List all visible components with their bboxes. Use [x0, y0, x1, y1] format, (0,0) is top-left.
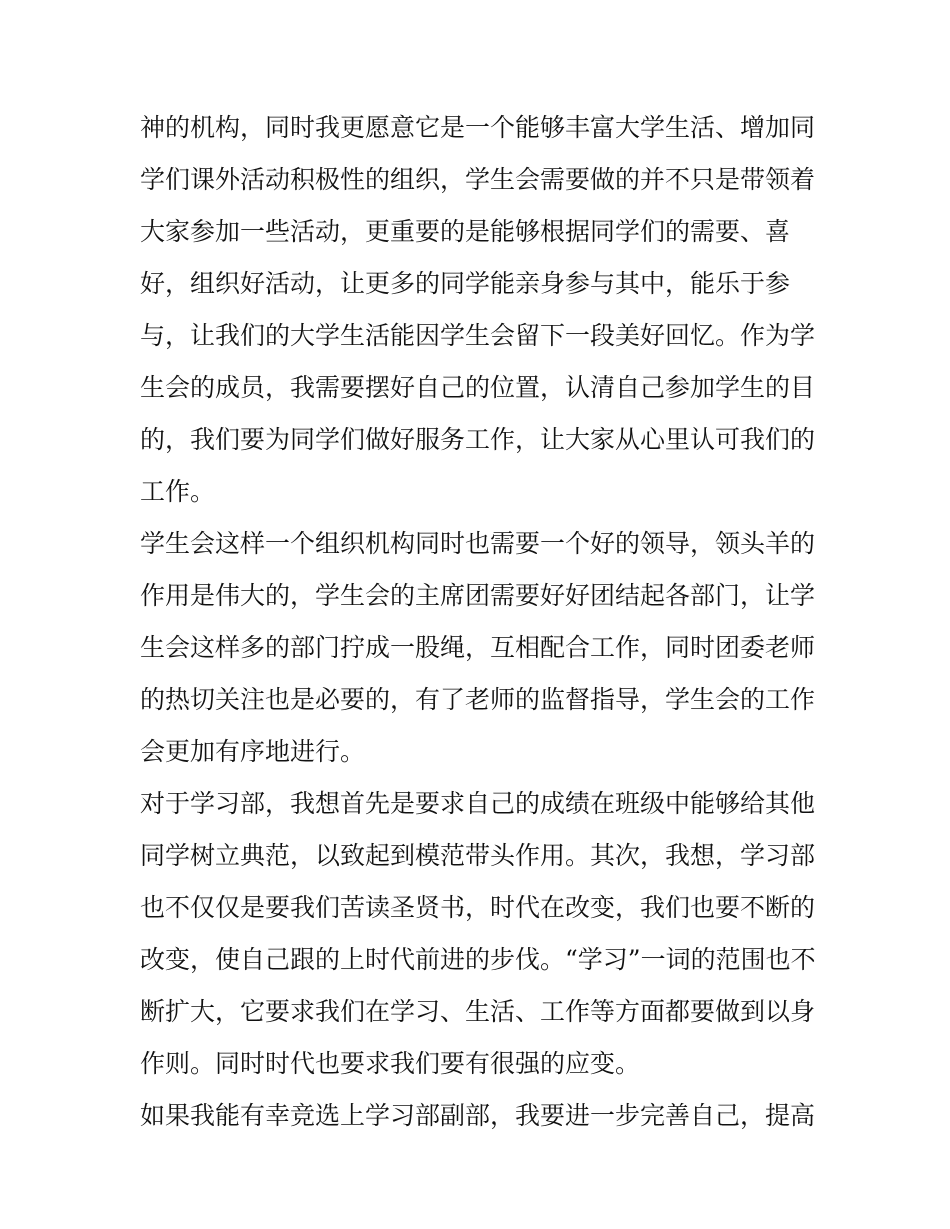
text-line: 生会的成员，我需要摆好自己的位置，认清自己参加学生的目: [140, 373, 816, 402]
body-text: [140, 102, 820, 1142]
text-line: 作则。同时时代也要求我们要有很强的应变。: [140, 1049, 641, 1078]
text-line: 作用是伟大的，学生会的主席团需要好好团结起各部门，让学: [140, 581, 816, 610]
text-line: 大家参加一些活动，更重要的是能够根据同学们的需要、喜: [140, 217, 791, 246]
text-line: 生会这样多的部门拧成一股绳，互相配合工作，同时团委老师: [140, 633, 816, 662]
text-line: 会更加有序地进行。: [140, 737, 366, 766]
text-line: 断扩大，它要求我们在学习、生活、工作等方面都要做到以身: [140, 997, 816, 1026]
text-line: 学们课外活动积极性的组织，学生会需要做的并不只是带领着: [140, 165, 816, 194]
text-line: 与，让我们的大学生活能因学生会留下一段美好回忆。作为学: [140, 321, 816, 350]
text-line: 好，组织好活动，让更多的同学能亲身参与其中，能乐于参: [140, 269, 791, 298]
text-line: 同学树立典范，以致起到模范带头作用。其次，我想，学习部: [140, 841, 816, 870]
text-line: 如果我能有幸竞选上学习部副部，我要进一步完善自己，提高: [140, 1101, 816, 1130]
text-line: 的，我们要为同学们做好服务工作，让大家从心里认可我们的: [140, 425, 816, 454]
text-line: 改变，使自己跟的上时代前进的步伐。“学习”一词的范围也不: [140, 945, 816, 974]
text-line: 工作。: [140, 477, 216, 506]
text-line: 对于学习部，我想首先是要求自己的成绩在班级中能够给其他: [140, 789, 816, 818]
text-line: 神的机构，同时我更愿意它是一个能够丰富大学生活、增加同: [140, 113, 816, 142]
text-line: 学生会这样一个组织机构同时也需要一个好的领导，领头羊的: [140, 529, 816, 558]
text-line: 的热切关注也是必要的，有了老师的监督指导，学生会的工作: [140, 685, 816, 714]
text-line: 也不仅仅是要我们苦读圣贤书，时代在改变，我们也要不断的: [140, 893, 816, 922]
